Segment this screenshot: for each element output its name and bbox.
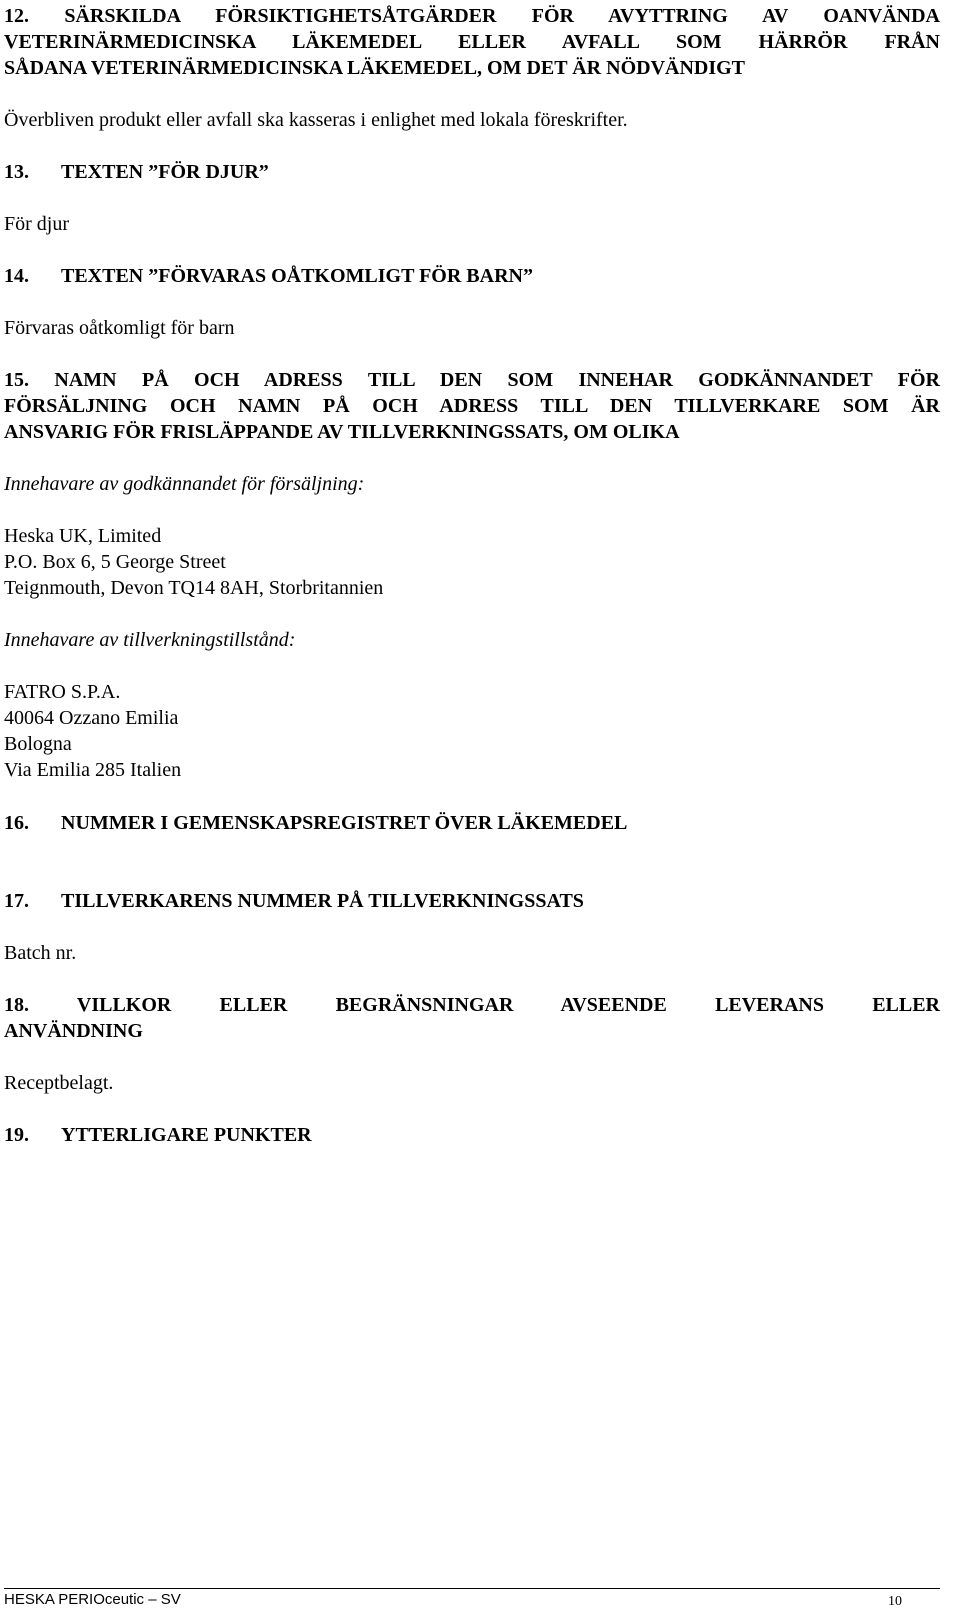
section-18-number: 18. (4, 994, 29, 1016)
section-15-number: 15. (4, 369, 29, 391)
holder-address-line: P.O. Box 6, 5 George Street (4, 551, 226, 573)
section-18-heading-line-1 (4, 992, 940, 1018)
section-16-number: 16. (4, 812, 29, 834)
section-19-number: 19. (4, 1124, 29, 1146)
section-19-title: YTTERLIGARE PUNKTER (61, 1124, 312, 1146)
section-13-title: TEXTEN ”FÖR DJUR” (61, 161, 269, 183)
section-12-heading-text: SÄRSKILDA FÖRSIKTIGHETSÅTGÄRDER FÖR AVYTTRING AV OANVÄNDA (64, 5, 940, 27)
section-13-body: För djur (4, 213, 69, 235)
section-18-body: Receptbelagt. (4, 1072, 114, 1094)
section-17-number: 17. (4, 890, 29, 912)
section-12-number: 12. (4, 5, 29, 27)
section-17-heading (4, 888, 940, 914)
section-14-title: TEXTEN ”FÖRVARAS OÅTKOMLIGT FÖR BARN” (61, 265, 533, 287)
section-15-heading-line-2: FÖRSÄLJNING OCH NAMN PÅ OCH ADRESS TILL DEN TILLVERKARE SOM ÄR (4, 395, 940, 417)
manufacturer-address-line: 40064 Ozzano Emilia (4, 707, 179, 729)
manufacturer-address-line: FATRO S.P.A. (4, 681, 121, 703)
manufacturer-address-line: Via Emilia 285 Italien (4, 759, 182, 781)
footer-product-label: HESKA PERIOceutic – SV (4, 1591, 181, 1608)
section-15-heading-text: NAMN PÅ OCH ADRESS TILL DEN SOM INNEHAR GODKÄNNANDET FÖR (54, 369, 940, 391)
footer-divider (4, 1588, 940, 1589)
section-16-title: NUMMER I GEMENSKAPSREGISTRET ÖVER LÄKEMEDEL (61, 812, 628, 834)
section-14-number: 14. (4, 265, 29, 287)
section-14-heading (4, 263, 940, 289)
holder-address-line: Heska UK, Limited (4, 525, 162, 547)
section-18-heading-text: VILLKOR ELLER BEGRÄNSNINGAR AVSEENDE LEVERANS ELLER (76, 994, 941, 1016)
section-16-heading (4, 810, 940, 836)
section-12-heading-line-3: SÅDANA VETERINÄRMEDICINSKA LÄKEMEDEL, OM DET ÄR NÖDVÄNDIGT (4, 57, 746, 79)
section-12-heading-line-1 (4, 3, 940, 29)
section-18-heading-line-2: ANVÄNDNING (4, 1020, 143, 1042)
section-14-body: Förvaras oåtkomligt för barn (4, 317, 235, 339)
section-19-heading (4, 1122, 940, 1148)
marketing-holder-label: Innehavare av godkännandet för försäljning: (4, 473, 365, 495)
manufacturer-address-line: Bologna (4, 733, 72, 755)
holder-address-line: Teignmouth, Devon TQ14 8AH, Storbritannien (4, 577, 384, 599)
section-13-number: 13. (4, 161, 29, 183)
section-12-heading-line-2: VETERINÄRMEDICINSKA LÄKEMEDEL ELLER AVFALL SOM HÄRRÖR FRÅN (4, 31, 940, 53)
section-13-heading (4, 159, 940, 185)
section-12-body: Överbliven produkt eller avfall ska kasseras i enlighet med lokala föreskrifter. (4, 109, 628, 131)
manufacturer-label: Innehavare av tillverkningstillstånd: (4, 629, 296, 651)
section-17-body: Batch nr. (4, 942, 77, 964)
section-15-heading-line-1 (4, 367, 940, 393)
section-17-title: TILLVERKARENS NUMMER PÅ TILLVERKNINGSSATS (61, 890, 584, 912)
footer-page-number: 10 (888, 1594, 902, 1609)
section-15-heading-line-3: ANSVARIG FÖR FRISLÄPPANDE AV TILLVERKNINGSSATS, OM OLIKA (4, 421, 680, 443)
